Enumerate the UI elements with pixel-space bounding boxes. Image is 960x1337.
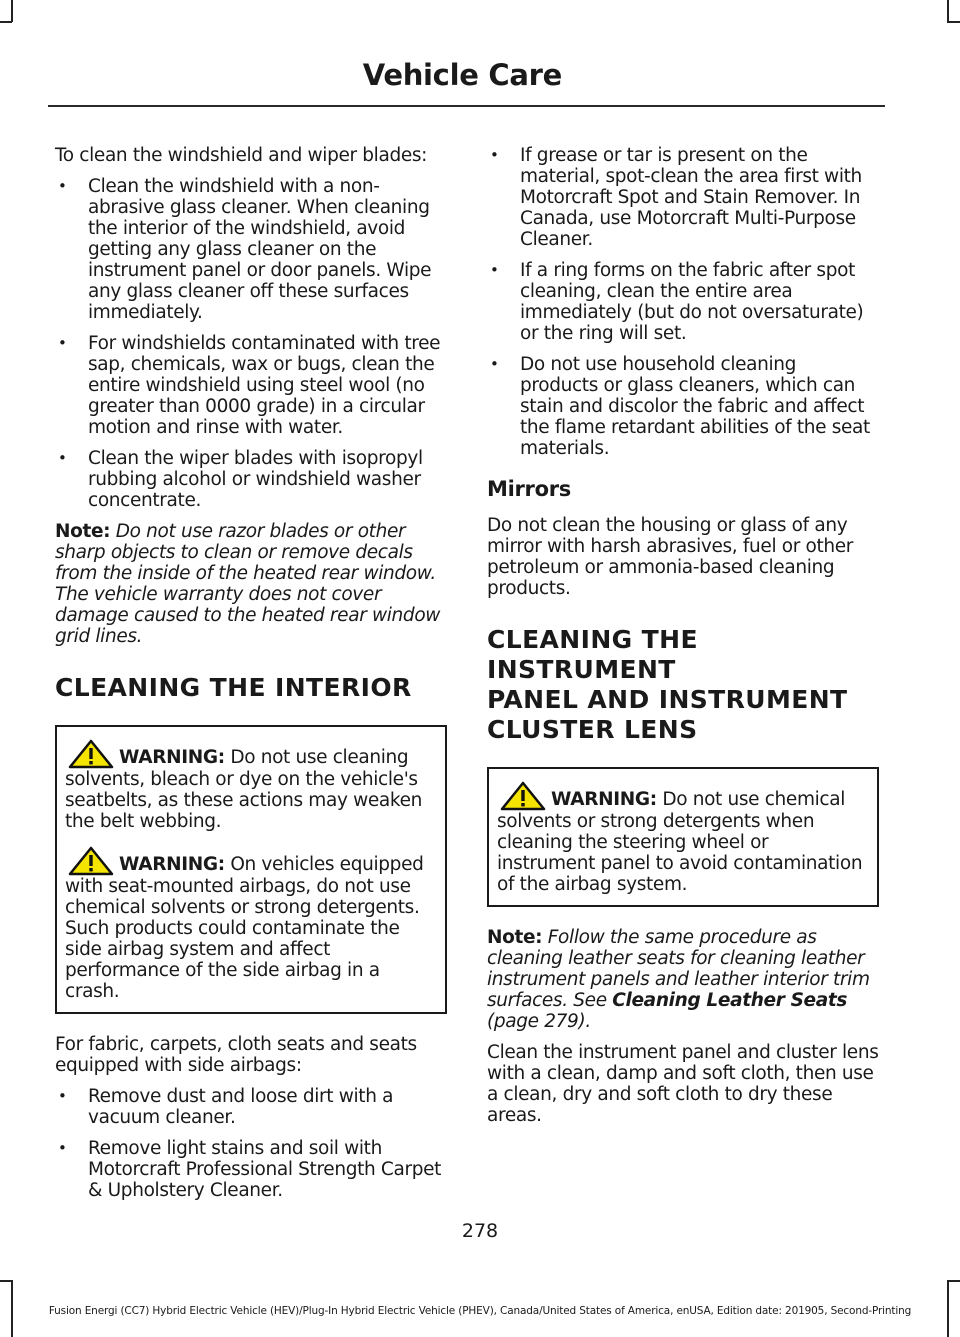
crop-mark-top-right-h (947, 21, 960, 23)
header-rule (48, 105, 885, 107)
warning-text: Do not use chemical solvents or strong detergents when cleaning the steering wheel or instrument panel to avoid contamination of the airbag system. (497, 789, 863, 895)
windshield-bullet-list (55, 176, 447, 511)
list-item: • Clean the wiper blades with isopropyl rubbing alcohol or windshield washer concentrate. (55, 448, 447, 511)
rear-window-note (55, 521, 447, 647)
crop-mark-bottom-right-h (947, 1280, 960, 1282)
fabric-bullet-list-continued (487, 145, 879, 459)
crop-mark-top-left (11, 0, 13, 22)
right-column (487, 145, 879, 1136)
heading-line: PANEL AND INSTRUMENT (487, 685, 848, 714)
warning-text: On vehicles equipped with seat-mounted airbags, do not use chemical solvents or strong detergents. Such products could contaminate the side airbag system and affect performance of the side airbag in a crash. (65, 854, 424, 1002)
heading-line: CLEANING THE INSTRUMENT (487, 625, 698, 684)
leather-note (487, 927, 879, 1032)
list-item: • Clean the windshield with a non-abrasive glass cleaner. When cleaning the interior of the windshield, avoid getting any glass cleaner on the instrument panel or door panels. Wipe any glass cleaner off these surfaces immediately. (55, 176, 447, 323)
section-heading-cleaning-interior: CLEANING THE INTERIOR (55, 673, 412, 702)
crop-mark-top-right (947, 0, 949, 22)
instrument-warning-box (487, 767, 879, 907)
footer-edition-text: Fusion Energi (CC7) Hybrid Electric Vehicle (HEV)/Plug-In Hybrid Electric Vehicle (PHEV), Canada/United States of America, enUSA, Edition date: 201905, Second-Printing (48, 1305, 912, 1317)
warning-triangle-icon (67, 739, 115, 769)
list-item: • Do not use household cleaning products or glass cleaners, which can stain and discolor the fabric and affect the flame retardant abilities of the seat materials. (487, 354, 879, 459)
page-reference: (page 279). (487, 1011, 591, 1032)
windshield-intro: To clean the windshield and wiper blades: (55, 145, 428, 166)
list-item: • If a ring forms on the fabric after spot cleaning, clean the entire area immediately (but do not oversaturate) or the ring will set. (487, 260, 879, 344)
warning-triangle-icon (499, 781, 547, 811)
warning-paragraph (65, 739, 439, 832)
warning-label: WARNING: (119, 747, 225, 768)
warning-label: WARNING: (119, 854, 225, 875)
note-text: Follow the same procedure as cleaning leather seats for cleaning leather instrument panels and leather interior trim surfaces. See (487, 927, 870, 1011)
warning-paragraph (497, 781, 871, 895)
warning-text: Do not use cleaning solvents, bleach or dye on the vehicle's seatbelts, as these actions may weaken the belt webbing. (65, 747, 423, 832)
cross-reference-link[interactable]: Cleaning Leather Seats (612, 990, 848, 1011)
fabric-bullet-list (55, 1086, 447, 1201)
warning-triangle-icon (67, 846, 115, 876)
interior-warning-box (55, 725, 447, 1014)
page-number: 278 (461, 1220, 499, 1242)
left-column (55, 145, 447, 1211)
section-heading-instrument-panel (487, 625, 879, 745)
note-label: Note: (487, 927, 543, 948)
section-heading-mirrors: Mirrors (487, 477, 571, 501)
warning-label: WARNING: (551, 789, 657, 810)
fabric-intro: For fabric, carpets, cloth seats and seats equipped with side airbags: (55, 1034, 417, 1076)
list-item: • If grease or tar is present on the material, spot-clean the area first with Motorcraft Spot and Stain Remover. In Canada, use Motorcraft Multi-Purpose Cleaner. (487, 145, 879, 250)
closing-text: Clean the instrument panel and cluster lens with a clean, damp and soft cloth, then use a clean, dry and soft cloth to dry these areas. (487, 1042, 879, 1126)
warning-paragraph (65, 846, 439, 1002)
list-item: • Remove light stains and soil with Motorcraft Professional Strength Carpet & Upholstery Cleaner. (55, 1138, 447, 1201)
crop-mark-top-left-h (0, 21, 12, 23)
page-title: Vehicle Care (362, 58, 562, 92)
mirrors-text: Do not clean the housing or glass of any mirror with harsh abrasives, fuel or other petroleum or ammonia-based cleaning products. (487, 515, 854, 599)
list-item: • Remove dust and loose dirt with a vacuum cleaner. (55, 1086, 447, 1128)
heading-line: CLUSTER LENS (487, 715, 698, 744)
note-label: Note: (55, 521, 111, 542)
note-text: Do not use razor blades or other sharp objects to clean or remove decals from the inside of the heated rear window. The vehicle warranty does not cover damage caused to the heated rear window grid lines. (55, 521, 441, 647)
crop-mark-bottom-left-h (0, 1280, 12, 1282)
list-item: • For windshields contaminated with tree sap, chemicals, wax or bugs, clean the entire windshield using steel wool (no greater than 0000 grade) in a circular motion and rinse with water. (55, 333, 447, 438)
